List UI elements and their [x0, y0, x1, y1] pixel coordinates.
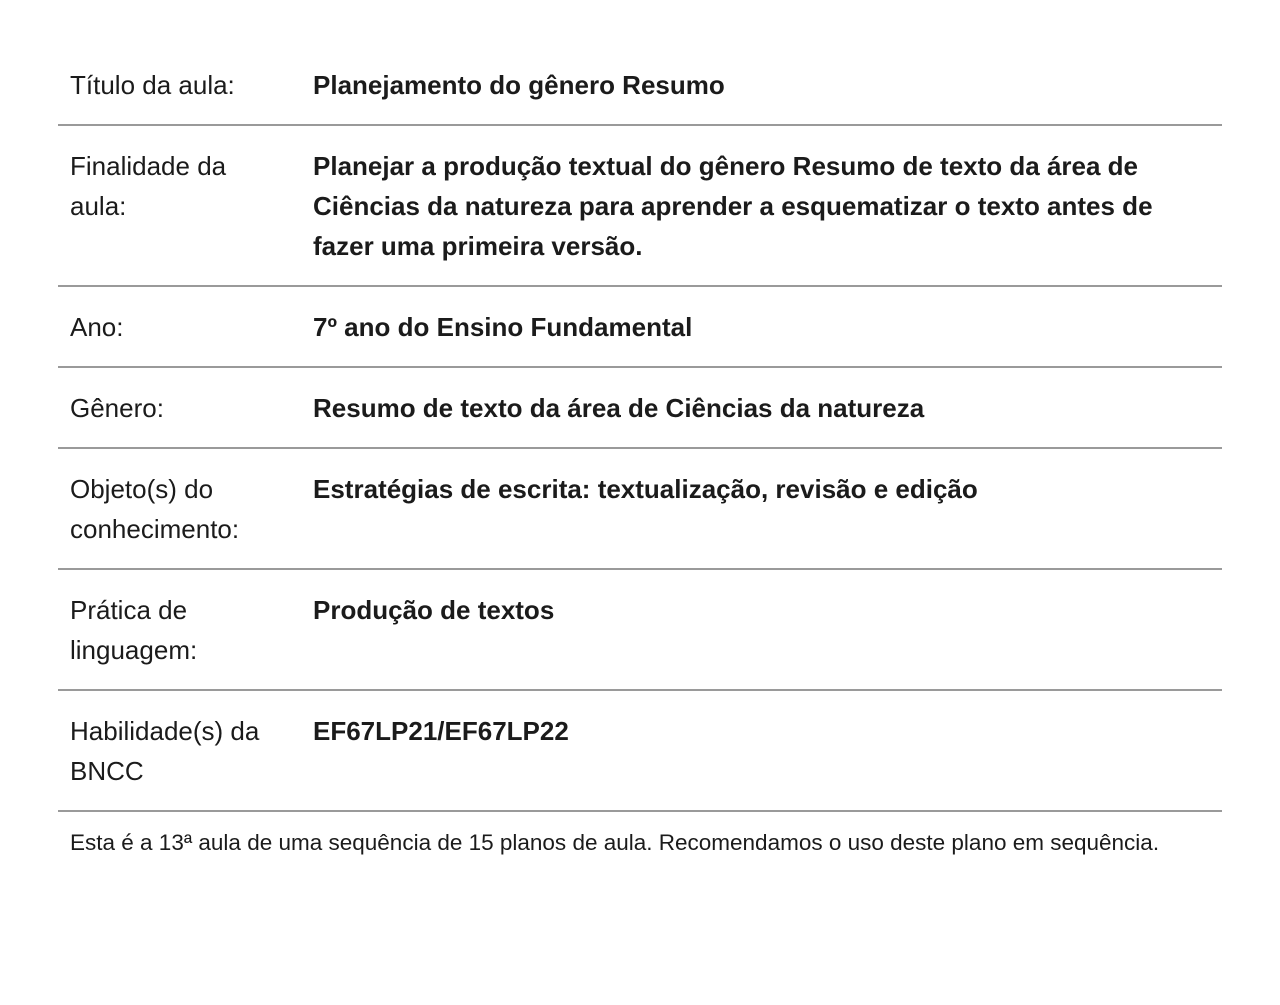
- table-row-habilidades-bncc: [58, 691, 1222, 812]
- row-value: Planejamento do gênero Resumo: [313, 70, 725, 100]
- lesson-plan-info-table: [58, 45, 1222, 859]
- row-label: Gênero:: [70, 393, 164, 423]
- sequence-note: Esta é a 13ª aula de uma sequência de 15 planos de aula. Recomendamos o uso deste plano em sequência.: [70, 830, 1160, 855]
- table-row-pratica-linguagem: [58, 570, 1222, 691]
- row-value: Produção de textos: [313, 595, 555, 625]
- row-value: Resumo de texto da área de Ciências da natureza: [313, 393, 925, 423]
- row-value: 7º ano do Ensino Fundamental: [313, 312, 693, 342]
- table-row-genero: [58, 368, 1222, 449]
- row-label: Título da aula:: [70, 70, 235, 100]
- table-row-titulo: [58, 45, 1222, 126]
- row-value: Planejar a produção textual do gênero Resumo de texto da área de Ciências da natureza para aprender a esquematizar o texto antes de fazer uma primeira versão.: [313, 151, 1153, 261]
- row-label: Habilidade(s) da BNCC: [70, 716, 260, 786]
- table-row-finalidade: [58, 126, 1222, 287]
- row-label: Ano:: [70, 312, 124, 342]
- row-label: Objeto(s) do conhecimento:: [70, 474, 240, 544]
- table-row-objeto-conhecimento: [58, 449, 1222, 570]
- row-value: Estratégias de escrita: textualização, revisão e edição: [313, 474, 978, 504]
- row-label: Prática de linguagem:: [70, 595, 198, 665]
- row-value: EF67LP21/EF67LP22: [313, 716, 569, 746]
- table-row-ano: [58, 287, 1222, 368]
- row-label: Finalidade da aula:: [70, 151, 227, 221]
